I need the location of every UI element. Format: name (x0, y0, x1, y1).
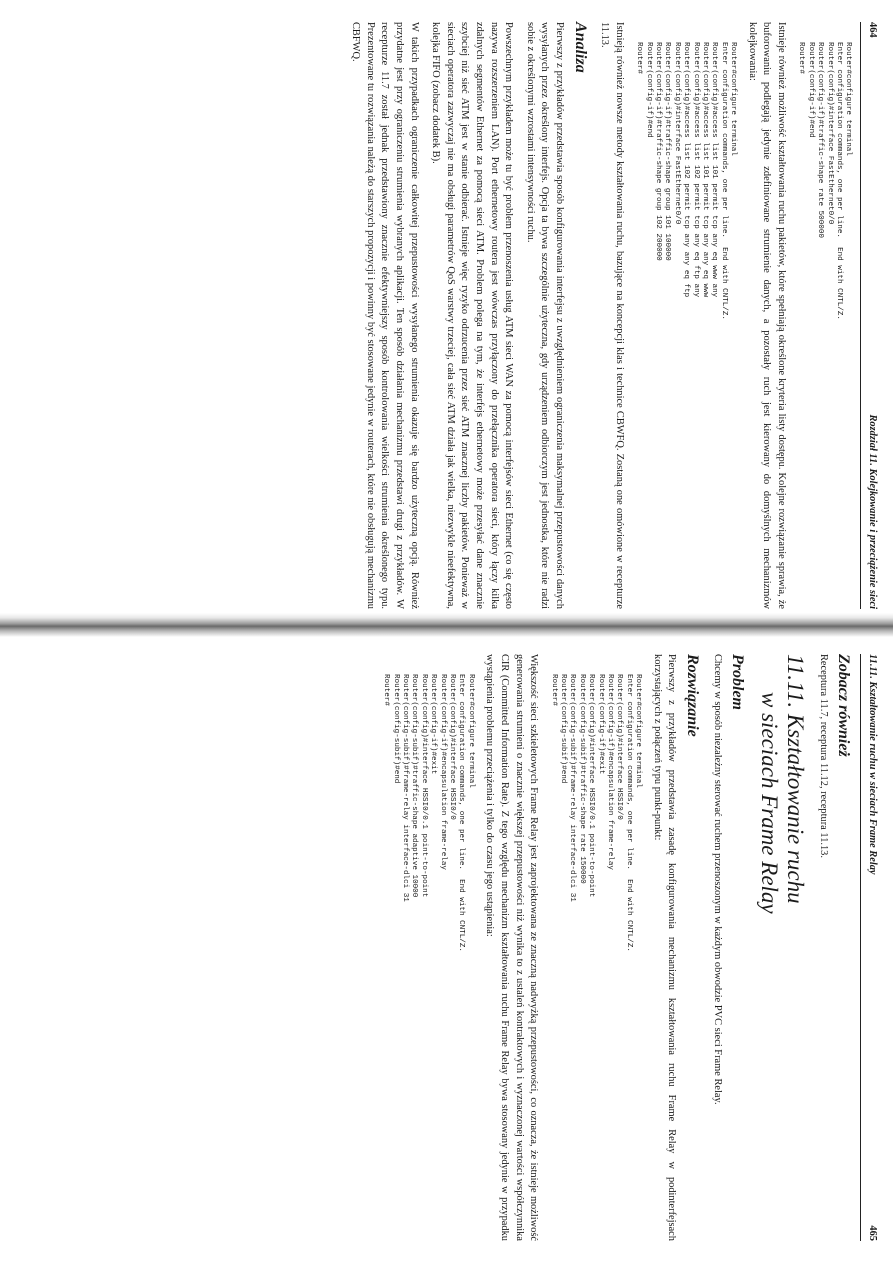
section-heading-analiza: Analiza (571, 22, 589, 73)
code-listing: Router#configure terminal Enter configuration commands, one per line. End with CNTL/Z. Router(config)#interface HSSI0/0 Router(config-if)#encapsulation frame-relay Router(config-if)#exit Router(config)#interface HSSI0/0.1 point-to-point Router(config-subif)#traffic-shape rate 150000 Router(config-subif)#frame-relay interface-dlci 31 Router(config-subif)#end Router# (549, 674, 643, 952)
page-464 (0, 0, 893, 631)
paragraph: Pierwszy z przykładów przedstawia sposób konfigurowania interfejsu z uwzględnieniem ograniczenia maksymalnej przepustowości danych wysyłanych przez określony interfejs. Opcja ta bywa szczególnie użyteczna, gdy urządzeniem odbiorczym jest jednostka, które nie radzi sobie z określonymi wzrostami intensywności ruchu. (524, 22, 565, 609)
running-head (860, 654, 879, 1241)
paragraph: W takich przypadkach ograniczenie całkowitej przepustowości wysyłanego strumienia okazuje się bardzo użyteczną opcją. Również przydatne jest przy ograniczeniu strumienia wybranych aplikacji. Ten sposób działania mechanizmu przedstawi drugi z przykładów. W recepturze 11.7 został jednak przedstawiony znacznie efektywniejszy sposób kontrolowania wielkości strumienia określonego typu. Prezentowane tu rozwiązania należą do starszych propozycji i powinny być stosowane jedynie w routerach, które nie obsługują mechanizmu CBFWQ. (350, 22, 420, 609)
section-running-title: 11.11. Kształtowanie ruchu w sieciach Frame Relay (867, 654, 878, 875)
paragraph: Powszechnym przykładem może tu być problem przenoszenia usług ATM sieci WAN za pomocą interfejsów sieci Ethernet (co się często nazywa rozszerzeniem LAN). Port ethernetowy routera jest wówczas przyłączony do przełącznika operatora sieci, który łączy kilka zdalnych segmentów Ethernet za pomocą sieci ATM. Problem polega na tym, że interfejs ethernetowy może przesyłać dane znacznie szybciej niż sieć ATM jest w stanie odbierać. Istnieje więc ryzyko odrzucenia przez sieć ATM znacznej liczby pakietów. Ponieważ w sieciach operatora zazwyczaj nie ma obsługi parametrów QoS warstwy trzeciej, cała sieć ATM działa jak wielka, niezwykle nieefektywna, kolejka FIFO (zobacz dodatek B). (430, 22, 515, 609)
code-listing: Router#configure terminal Enter configuration commands, one per line. End with CNTL/Z. Router(config)#interface FastEthernet0/0 Router(config-if)#traffic-shape rate 500000 Router(config-if)#end Router# (797, 42, 853, 320)
paragraph: Większość sieci szkieletowych Frame Relay jest zaprojektowana ze znaczną nadwyżką przepustowości, co oznacza, że istnieje możliwość generowania strumieni o znacznie większej przepustowości niż wynika to z ustaleń kontraktowych i wyznaczonej wartości współczynnika CIR (Committed Information Rate). Z tego względu mechanizm kształtowania ruchu Frame Relay bywa stosowany jedynie w przypadku wystąpienia problemu przeciążenia i tylko do czasu jego ustąpienia: (484, 654, 540, 1241)
code-listing: Router#configure terminal Enter configuration commands, one per line. End with CNTL/Z. Router(config)#interface HSSI0/0 Router(config-if)#encapsulation frame-relay Router(config-if)#exit Router(config)#interface HSSI0/0.1 point-to-point Router(config-subif)#traffic-shape adaptive 10000 Router(config-subif)#frame-relay interface-dlci 31 Router(config-subif)#end Router# (382, 674, 475, 952)
paragraph: Istnieje również możliwość kształtowania ruchu pakietów, które spełniają określone kryteria listy dostępu. Kolejne rozwiązanie sprawia, że buforowaniu podlegają jedynie zdefiniowane strumienie danych, a pozostały ruch jest kierowany do domyślnych mechanizmów kolejkowania: (746, 22, 787, 609)
recipe-title-line1: 11.11. Kształtowanie ruchu (783, 654, 809, 904)
section-heading-solution: Rozwiązanie (684, 654, 702, 737)
paragraph: Chcemy w sposób niezależny sterować ruchem przenoszonym w każdym obwodzie PVC sieci Frame Relay. (711, 654, 723, 1105)
paragraph: Istnieją również nowsze metody kształtowania ruchu, bazujące na koncepcji klas i technice CBWFQ. Zostaną one omówione w recepturze 11.13. (599, 22, 625, 609)
recipe-title (756, 654, 808, 1241)
chapter-title: Rozdział 11. Kolejkowanie i przeciążenie sieci (867, 414, 878, 609)
page-number: 464 (867, 22, 878, 38)
paragraph: Pierwszy z przykładów przedstawia zasadę konfigurowania mechanizmu kształtowania ruchu Frame Relay w podinterfejsach korzystających z połączeń typu punkt-punkt: (651, 654, 678, 1241)
section-heading-see-also: Zobacz również (835, 654, 853, 757)
page-number: 465 (867, 1225, 878, 1241)
running-head (860, 22, 879, 609)
section-heading-problem: Problem (729, 654, 747, 710)
page-465 (0, 632, 893, 1263)
paragraph: Receptura 11.7, receptura 11.12, receptura 11.13. (817, 654, 829, 858)
code-listing: Router#configure terminal Enter configuration commands, one per line. End with CNTL/Z. Router(config)#access list 101 permit tcp any eq www any Router(config)#access list 101 permit tcp any any eq www Router(config)#access list 102 permit tcp any eq ftp any Router(config)#access list 102 permit tcp any any eq ftp Router(config)#interface FastEthernet0/0 Router(config-if)#traffic-shape group 101 100000 Router(config-if)#traffic-shape group 102 200000 Router(config-if)#end Router# (635, 42, 738, 320)
recipe-title-line2: w sieciach Frame Relay (757, 692, 783, 914)
